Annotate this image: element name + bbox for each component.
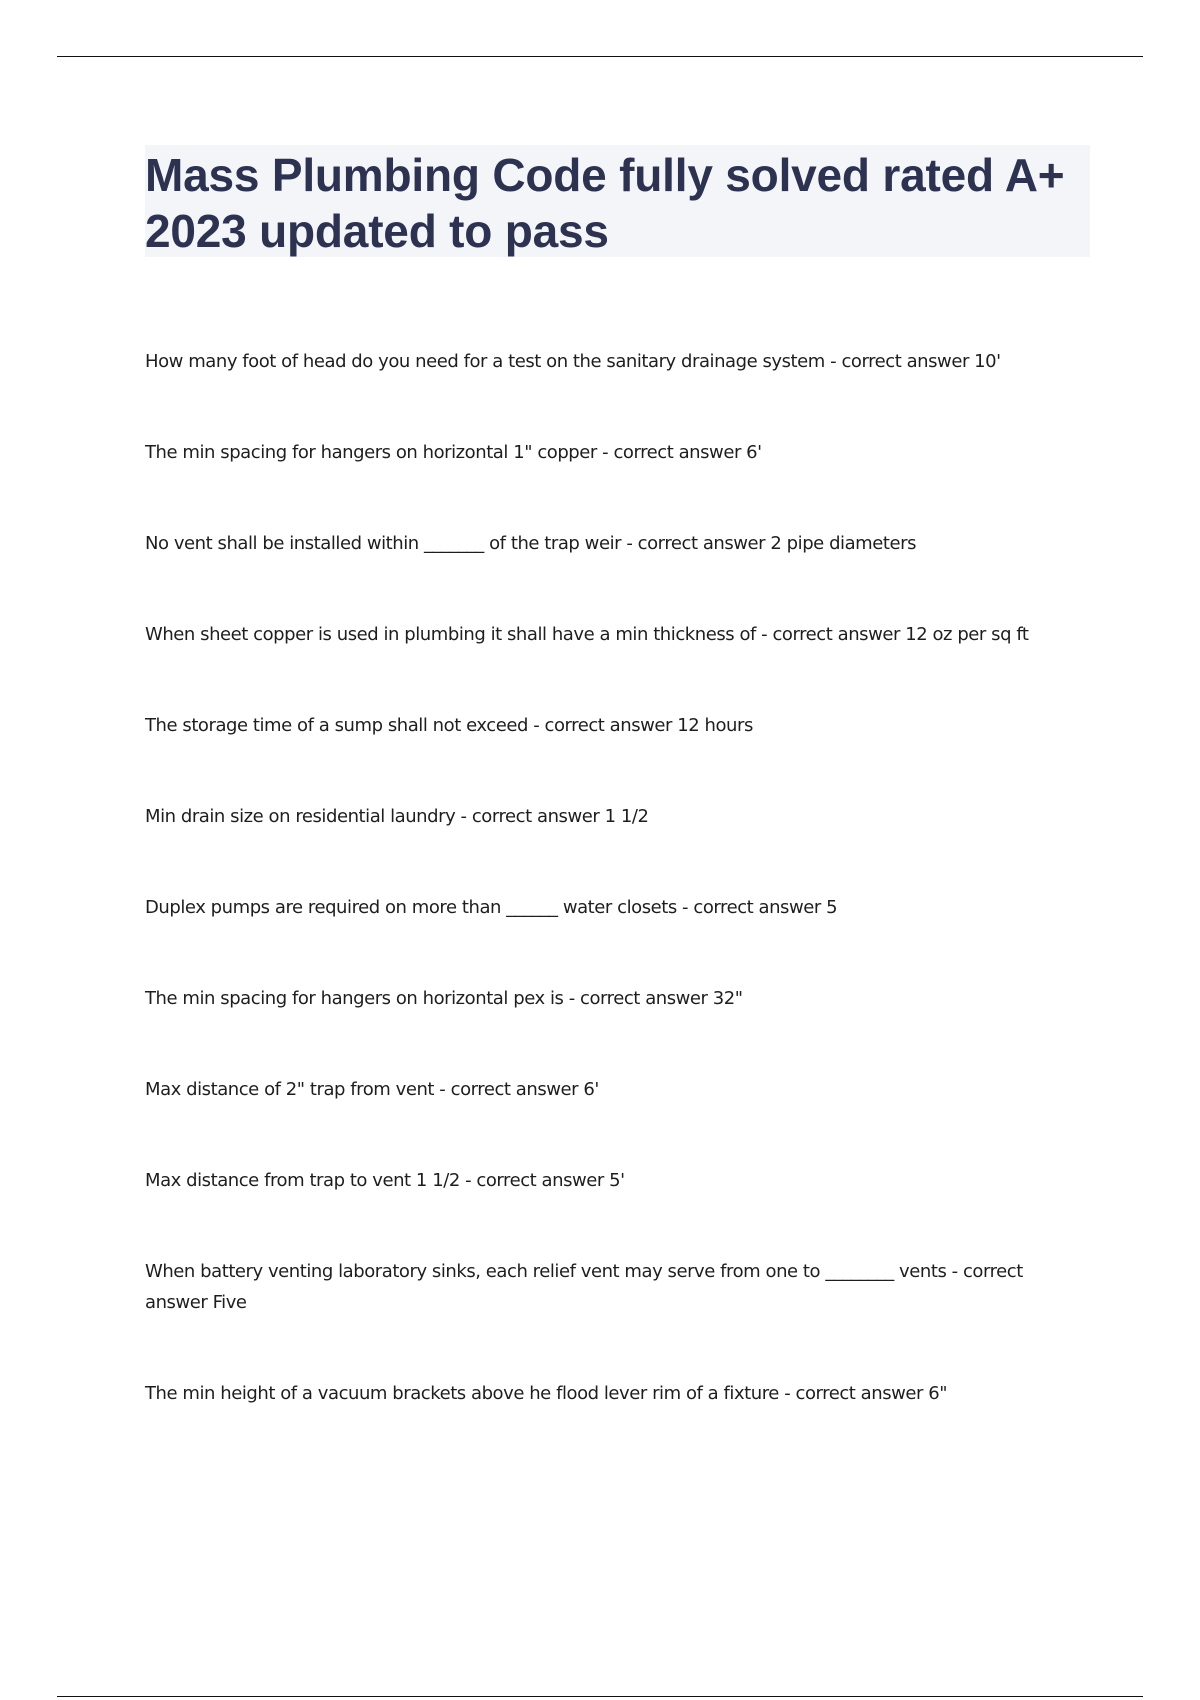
question-item: The storage time of a sump shall not exceed - correct answer 12 hours [145,715,753,736]
question-item: When sheet copper is used in plumbing it shall have a min thickness of - correct answer 12 oz per sq ft [145,624,1029,645]
question-item: The min height of a vacuum brackets above he flood lever rim of a fixture - correct answer 6" [145,1383,948,1404]
document-title: Mass Plumbing Code fully solved rated A+ 2023 updated to pass [145,149,1065,257]
question-item: Max distance of 2" trap from vent - correct answer 6' [145,1079,599,1100]
question-item: Duplex pumps are required on more than ______ water closets - correct answer 5 [145,897,838,918]
top-rule [57,56,1143,57]
question-item: Min drain size on residential laundry - correct answer 1 1/2 [145,806,649,827]
title-banner [145,145,1090,257]
question-item: The min spacing for hangers on horizontal pex is - correct answer 32" [145,988,743,1009]
question-list [145,346,1085,1469]
question-item: How many foot of head do you need for a test on the sanitary drainage system - correct answer 10' [145,351,1001,372]
question-item: The min spacing for hangers on horizontal 1" copper - correct answer 6' [145,442,762,463]
question-item: No vent shall be installed within _______ of the trap weir - correct answer 2 pipe diameters [145,533,916,554]
bottom-rule [57,1696,1143,1697]
question-item: When battery venting laboratory sinks, each relief vent may serve from one to ________ vents - correct answer Five [145,1261,1023,1313]
question-item: Max distance from trap to vent 1 1/2 - correct answer 5' [145,1170,625,1191]
